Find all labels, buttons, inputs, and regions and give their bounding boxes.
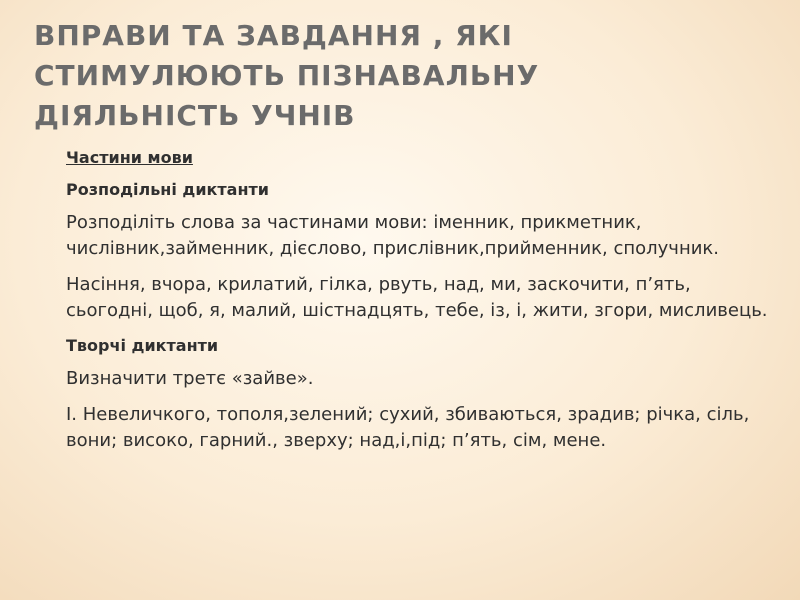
bullet-item-parts-of-speech xyxy=(30,146,770,170)
bullet-item-word-list xyxy=(30,272,770,324)
bullet-item-creative-dictations xyxy=(30,334,770,358)
bullet-text: Визначити третє «зайве». xyxy=(66,368,314,389)
bullet-item-odd-one-out xyxy=(30,366,770,392)
bullet-item-exercise-one xyxy=(30,402,770,454)
slide-title: ВПРАВИ ТА ЗАВДАННЯ , ЯКІ СТИМУЛЮЮТЬ ПІЗНАВАЛЬНУ ДІЯЛЬНІСТЬ УЧНІВ xyxy=(34,19,540,132)
bullet-item-distributive-dictations xyxy=(30,178,770,202)
bullet-text: Творчі диктанти xyxy=(66,336,219,355)
bullet-text: Розподільні диктанти xyxy=(66,180,270,199)
bullet-item-instruction xyxy=(30,210,770,262)
bullet-text: Розподіліть слова за частинами мови: іменник, прикметник, числівник,займенник, дієслово, прислівник,прийменник, сполучник. xyxy=(66,212,720,259)
bullet-list xyxy=(30,146,770,464)
bullet-text: Насіння, вчора, крилатий, гілка, рвуть, над, ми, заскочити, п’ять, сьогодні, щоб, я, малий, шістнадцять, тебе, із, і, жити, згори, мисливець. xyxy=(66,274,768,321)
bullet-text: Частини мови xyxy=(66,148,193,167)
bullet-text: І. Невеличкого, тополя,зелений; сухий, збиваються, зрадив; річка, сіль, вони; високо, гарний., зверху; над,і,під; п’ять, сім, мене. xyxy=(66,404,750,451)
